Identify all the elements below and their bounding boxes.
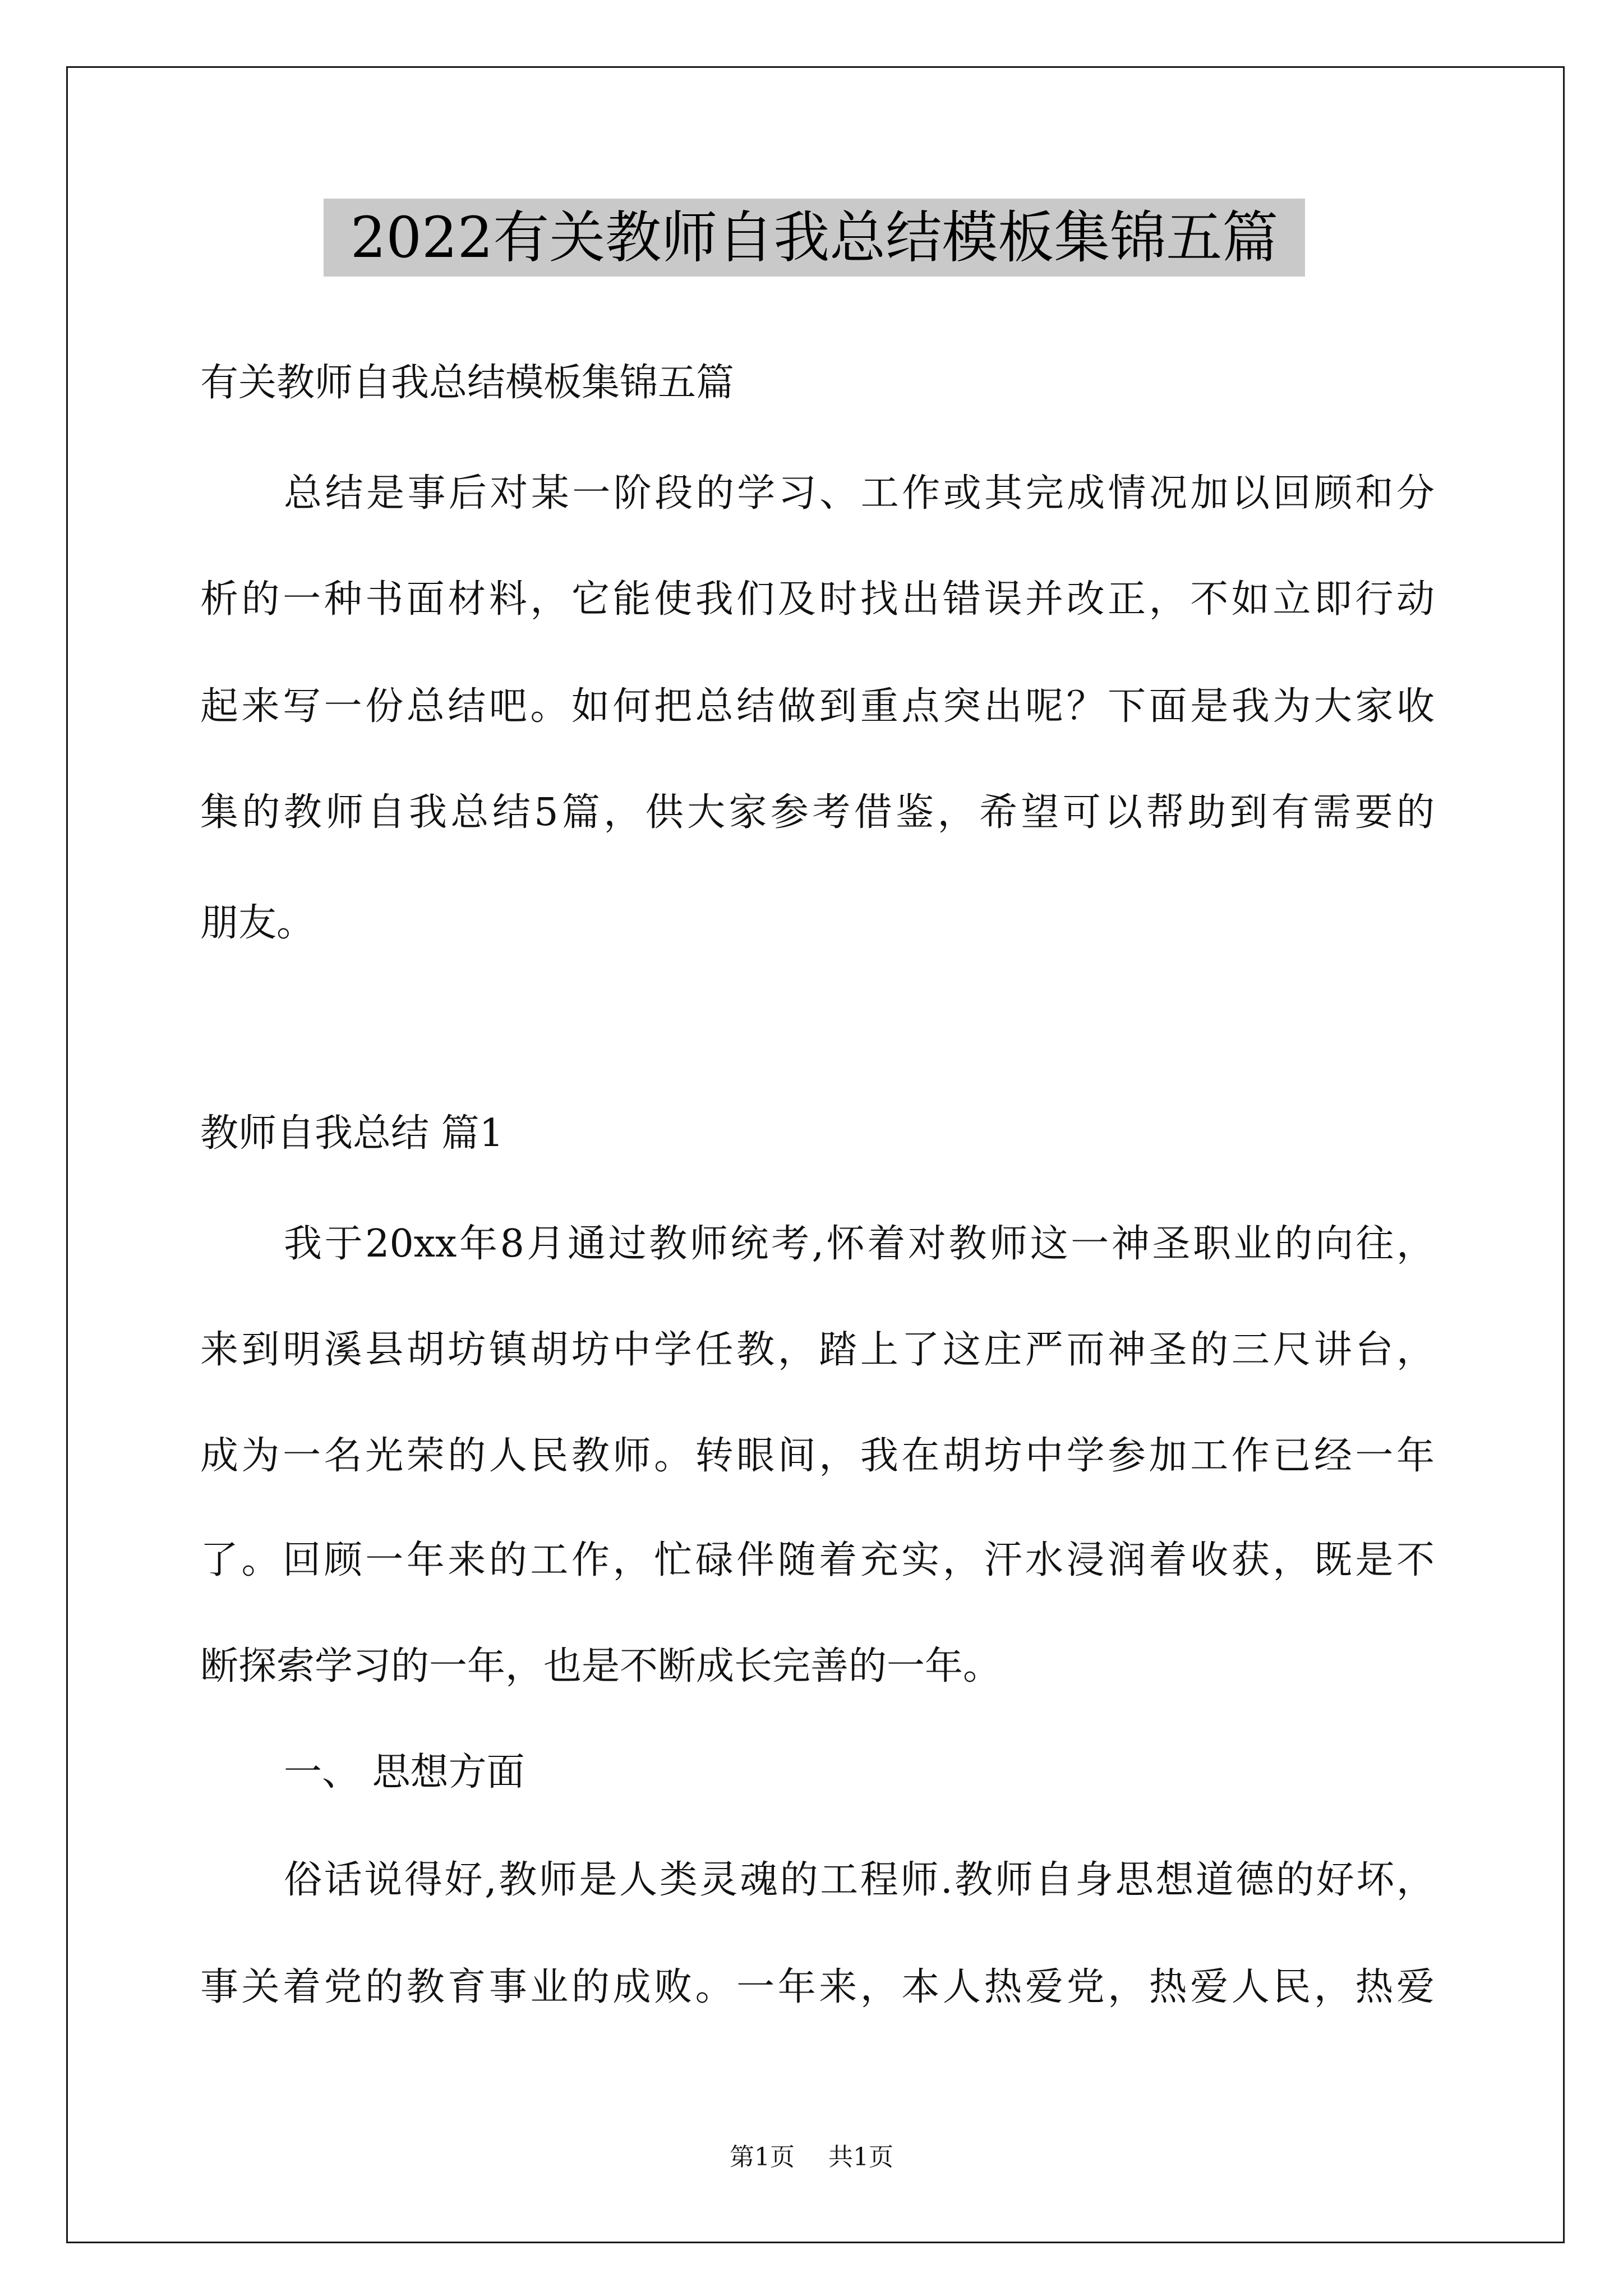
- page-total: 共1页: [828, 2143, 893, 2171]
- paragraph-line: 来到明溪县胡坊镇胡坊中学任教，踏上了这庄严而神圣的三尺讲台，: [200, 1328, 1435, 1372]
- intro-line: 集的教师自我总结5篇，供大家参考借鉴，希望可以帮助到有需要的: [200, 790, 1435, 835]
- paragraph-line: 事关着党的教育事业的成败。一年来，本人热爱党，热爱人民，热爱: [200, 1965, 1435, 2009]
- intro-line: 起来写一份总结吧。如何把总结做到重点突出呢？下面是我为大家收: [200, 684, 1435, 729]
- title-highlight: [324, 199, 1305, 277]
- paragraph-line: 成为一名光荣的人民教师。转眼间，我在胡坊中学参加工作已经一年: [200, 1434, 1435, 1478]
- document-title: 2022有关教师自我总结模板集锦五篇: [350, 205, 1279, 270]
- paragraph-line: 了。回顾一年来的工作，忙碌伴随着充实，汗水浸润着收获，既是不: [200, 1538, 1435, 1582]
- paragraph-line: 我于20xx年8月通过教师统考,怀着对教师这一神圣职业的向往，: [284, 1222, 1435, 1266]
- document-subtitle: 有关教师自我总结模板集锦五篇: [200, 361, 735, 405]
- paragraph-line: 俗话说得好,教师是人类灵魂的工程师.教师自身思想道德的好坏，: [284, 1858, 1435, 1902]
- intro-line: 总结是事后对某一阶段的学习、工作或其完成情况加以回顾和分: [284, 471, 1435, 516]
- page-number: 第1页: [730, 2143, 795, 2171]
- intro-line: 朋友。: [200, 901, 315, 945]
- subsection-heading: 一、 思想方面: [284, 1750, 525, 1795]
- page-footer: [0, 2142, 1623, 2173]
- paragraph-line: 断探索学习的一年，也是不断成长完善的一年。: [200, 1644, 1002, 1688]
- section-heading: 教师自我总结 篇1: [200, 1111, 504, 1156]
- intro-line: 析的一种书面材料，它能使我们及时找出错误并改正，不如立即行动: [200, 577, 1435, 622]
